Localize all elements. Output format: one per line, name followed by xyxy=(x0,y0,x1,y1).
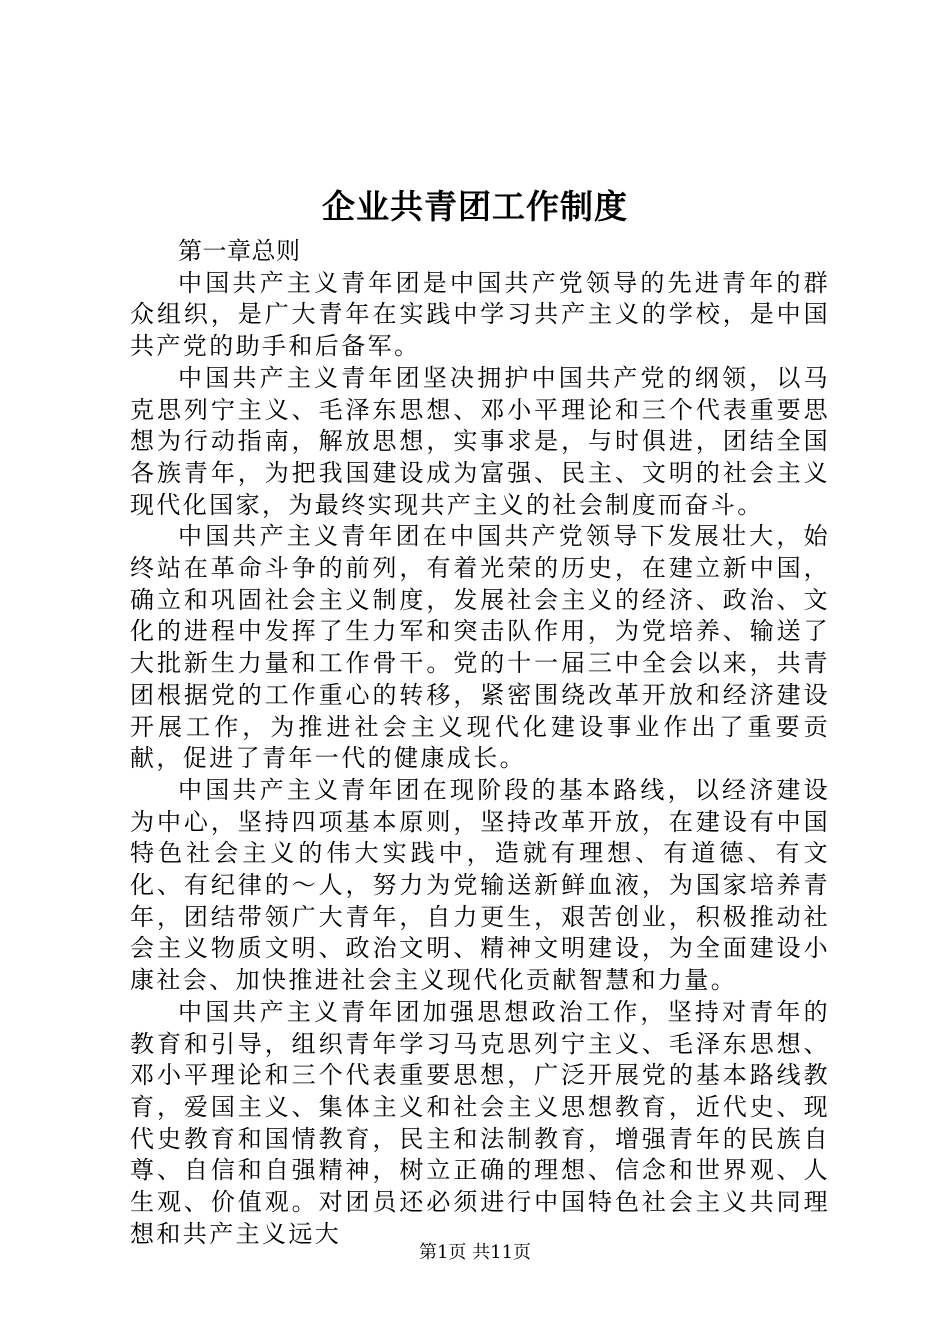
document-body xyxy=(130,236,830,1251)
page-footer: 第1页 共11页 xyxy=(418,1242,532,1263)
paragraph-2: 中国共产主义青年团坚决拥护中国共产党的纲领，以马克思列宁主义、毛泽东思想、邓小平理论和三个代表重要思想为行动指南，解放思想，实事求是，与时俱进，团结全国各族青年，为把我国建设成为富强、民主、文明的社会主义现代化国家，为最终实现共产主义的社会制度而奋斗。 xyxy=(130,363,830,519)
chapter-heading: 第一章总则 xyxy=(178,237,301,265)
paragraph-3: 中国共产主义青年团在中国共产党领导下发展壮大，始终站在革命斗争的前列，有着光荣的历史，在建立新中国，确立和巩固社会主义制度，发展社会主义的经济、政治、文化的进程中发挥了生力军和突击队作用，为党培养、输送了大批新生力量和工作骨干。党的十一届三中全会以来，共青团根据党的工作重心的转移，紧密围绕改革开放和经济建设开展工作，为推进社会主义现代化建设事业作出了重要贡献，促进了青年一代的健康成长。 xyxy=(130,522,830,773)
paragraph-5: 中国共产主义青年团加强思想政治工作，坚持对青年的教育和引导，组织青年学习马克思列宁主义、毛泽东思想、邓小平理论和三个代表重要思想，广泛开展党的基本路线教育，爱国主义、集体主义和社会主义思想教育，近代史、现代史教育和国情教育，民主和法制教育，增强青年的民族自尊、自信和自强精神，树立正确的理想、信念和世界观、人生观、价值观。对团员还必须进行中国特色社会主义共同理想和共产主义远大 xyxy=(130,997,830,1248)
paragraph-1: 中国共产主义青年团是中国共产党领导的先进青年的群众组织，是广大青年在实践中学习共产主义的学校，是中国共产党的助手和后备军。 xyxy=(130,268,830,361)
paragraph-4: 中国共产主义青年团在现阶段的基本路线，以经济建设为中心，坚持四项基本原则，坚持改革开放，在建设有中国特色社会主义的伟大实践中，造就有理想、有道德、有文化、有纪律的～人，努力为党输送新鲜血液，为国家培养青年，团结带领广大青年，自力更生，艰苦创业，积极推动社会主义物质文明、政治文明、精神文明建设，为全面建设小康社会、加快推进社会主义现代化贡献智慧和力量。 xyxy=(130,775,830,995)
document-title: 企业共青团工作制度 xyxy=(322,187,628,226)
